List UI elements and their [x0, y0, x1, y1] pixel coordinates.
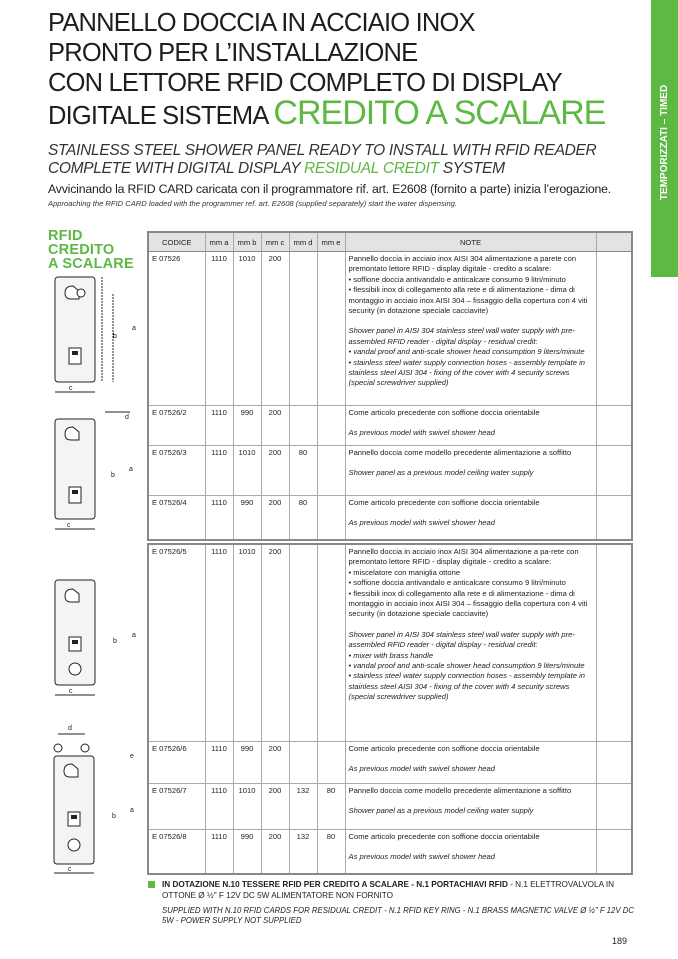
table-row	[149, 545, 631, 741]
cell-b: 1010	[233, 446, 261, 496]
note-it: Pannello doccia come modello precedente alimentazione a soffitto	[348, 785, 572, 795]
cell-c: 200	[261, 252, 289, 406]
cell-b: 990	[233, 829, 261, 873]
cell-c: 200	[261, 741, 289, 783]
dim-a-label-3: a	[132, 632, 136, 639]
table-row	[149, 496, 631, 540]
note-it: Come articolo precedente con soffione doccia orientabile	[348, 743, 540, 753]
product-table-1	[147, 231, 633, 541]
cell-e	[317, 406, 345, 446]
cell-a: 1110	[205, 252, 233, 406]
cell-note	[345, 496, 596, 540]
product-table-2	[147, 543, 633, 875]
cell-note	[345, 446, 596, 496]
cell-b: 990	[233, 406, 261, 446]
note-en: Shower panel in AISI 304 stainless steel wall water supply with pre-assembled RFID reader - digital display - residual credit: • mixer with brass handle • vandal proof and anti-scale shower head consumption 9 liters/minute • stainless steel water supply connection hoses - assembly template in stainless steel AISI 304 - fixing of the cover with 4 security screws (special screwdriver supplied)	[348, 629, 585, 702]
cell-a: 1110	[205, 406, 233, 446]
cell-b: 990	[233, 496, 261, 540]
cell-extra	[596, 829, 631, 873]
cell-c: 200	[261, 829, 289, 873]
cell-code: E 07526	[149, 252, 205, 406]
cell-e	[317, 446, 345, 496]
col-header-d: mm d	[289, 233, 317, 252]
cell-extra	[596, 545, 631, 741]
cell-a: 1110	[205, 741, 233, 783]
diagram-ceiling-mixer-panel	[40, 720, 145, 880]
note-en: As previous model with swivel shower head	[348, 518, 495, 528]
col-header-c: mm c	[261, 233, 289, 252]
note-it: Pannello doccia come modello precedente alimentazione a soffitto	[348, 448, 572, 457]
cell-d	[289, 406, 317, 446]
cell-note	[345, 406, 596, 446]
cell-code: E 07526/5	[149, 545, 205, 741]
cell-a: 1110	[205, 545, 233, 741]
subtitle-line-2-suffix: SYSTEM	[438, 160, 505, 177]
cell-code: E 07526/4	[149, 496, 205, 540]
cell-extra	[596, 741, 631, 783]
category-label	[48, 229, 134, 271]
note-it: Come articolo precedente con soffione doccia orientabile	[348, 831, 540, 841]
col-header-a: mm a	[205, 233, 233, 252]
col-header-note: NOTE	[345, 233, 596, 252]
table-row	[149, 446, 631, 496]
note-it: Pannello doccia in acciaio inox AISI 304 alimentazione a parete con premontato lettore RFID - display digitale - credito a scalare: • soffione doccia antivandalo e anticalcare consumo 9 litri/minuto • flessibili inox di collegamento alla rete e di alimentazione - dima di montaggio in acciaio inox AISI 304 – fissaggio della copertura con 4 viti security (in dotazione speciale cacciavite)	[348, 254, 588, 316]
cell-d: 80	[289, 446, 317, 496]
dim-c-label-3: c	[69, 688, 73, 695]
dim-a-label-4: a	[130, 807, 134, 814]
subtitle	[48, 142, 596, 178]
note-it: Come articolo precedente con soffione doccia orientabile	[348, 498, 540, 507]
table-row	[149, 741, 631, 783]
dim-b-label-4: b	[112, 813, 116, 820]
intro-text-en: Approaching the RFID CARD loaded with the programmer ref. art. E2608 (supplied separately) start the water dispensing.	[48, 199, 457, 208]
cell-c: 200	[261, 446, 289, 496]
title-line-3: CON LETTORE RFID COMPLETO DI DISPLAY	[48, 69, 562, 97]
col-header-code: CODICE	[149, 233, 205, 252]
note-it: Come articolo precedente con soffione doccia orientabile	[348, 408, 540, 417]
dim-b-label: b	[113, 333, 117, 340]
col-header-e: mm e	[317, 233, 345, 252]
dim-b-label-3: b	[113, 638, 117, 645]
cell-code: E 07526/7	[149, 783, 205, 829]
cell-e	[317, 545, 345, 741]
note-en: As previous model with swivel shower head	[348, 851, 495, 861]
dim-a-label: a	[132, 325, 136, 332]
cell-d: 132	[289, 829, 317, 873]
cell-d	[289, 741, 317, 783]
cell-note	[345, 252, 596, 406]
category-label-line-3: A SCALARE	[48, 256, 134, 272]
table-row	[149, 406, 631, 446]
cell-extra	[596, 252, 631, 406]
cell-b: 1010	[233, 545, 261, 741]
subtitle-line-1: STAINLESS STEEL SHOWER PANEL READY TO INSTALL WITH RFID READER	[48, 142, 597, 159]
title-line-4-prefix: DIGITALE SISTEMA	[48, 102, 274, 130]
cell-c: 200	[261, 406, 289, 446]
note-en: Shower panel as a previous model ceiling water supply	[348, 805, 534, 815]
col-header-b: mm b	[233, 233, 261, 252]
subtitle-line-2	[48, 160, 596, 178]
section-tab-label: TEMPORIZZATI – TIMED	[659, 84, 670, 200]
cell-code: E 07526/6	[149, 741, 205, 783]
col-header-extra	[596, 233, 631, 252]
table-row	[149, 783, 631, 829]
diagram-ceiling-panel	[45, 407, 145, 537]
cell-e	[317, 252, 345, 406]
dim-c-label-2: c	[67, 522, 71, 529]
cell-d: 80	[289, 496, 317, 540]
note-it: Pannello doccia in acciaio inox AISI 304 alimentazione a pa-rete con premontato lettore RFID - display digitale - credito a scalare: • miscelatore con maniglia ottone • soffione doccia antivandalo e anticalcare consumo 9 litri/minuto • flessibili inox di collegamento alla rete e di alimentazione - dima di montaggio in acciaio inox AISI 304 – fissaggio della copertura con 4 viti security (in dotazione speciale cacciavite)	[348, 547, 588, 619]
note-en: Shower panel in AISI 304 stainless steel wall water supply with pre-assembled RFID reader - digital display - residual credit: • vandal proof and anti-scale shower head consumption 9 liters/minute • stainless steel water supply connection hoses - assembly template in stainless steel AISI 304 - fixing of the cover with 4 security screws (special screwdriver supplied)	[348, 326, 585, 388]
dim-e-label: e	[130, 753, 134, 760]
cell-extra	[596, 446, 631, 496]
category-label-line-2: CREDITO	[48, 242, 115, 258]
title-line-2: PRONTO PER L’INSTALLAZIONE	[48, 39, 418, 67]
footer-note-it-rest: - N.1 ELETTROVALVOLA IN OTTONE Ø ½" F 12V DC 5W ALIMENTATORE NON FORNITO	[162, 880, 615, 900]
diagram-mixer-panel	[45, 575, 145, 705]
cell-a: 1110	[205, 446, 233, 496]
cell-c: 200	[261, 783, 289, 829]
cell-note	[345, 829, 596, 873]
cell-code: E 07526/8	[149, 829, 205, 873]
section-tab	[651, 0, 678, 277]
cell-note	[345, 545, 596, 741]
cell-d	[289, 545, 317, 741]
cell-b: 1010	[233, 252, 261, 406]
subtitle-highlight: RESIDUAL CREDIT	[304, 160, 439, 177]
footer-bullet	[148, 881, 155, 888]
table-row	[149, 829, 631, 873]
cell-b: 1010	[233, 783, 261, 829]
diagram-wall-panel	[45, 272, 145, 407]
cell-e: 80	[317, 829, 345, 873]
cell-note	[345, 783, 596, 829]
dim-c-label-4: c	[68, 866, 72, 873]
cell-note	[345, 741, 596, 783]
intro-text: Avvicinando la RFID CARD caricata con il programmatore rif. art. E2608 (fornito a parte) inizia l’erogazione.	[48, 182, 612, 196]
title-line-1: PANNELLO DOCCIA IN ACCIAIO INOX	[48, 9, 475, 37]
cell-d	[289, 252, 317, 406]
cell-a: 1110	[205, 496, 233, 540]
cell-code: E 07526/3	[149, 446, 205, 496]
dim-b-label-2: b	[111, 472, 115, 479]
note-en: Shower panel as a previous model ceiling water supply	[348, 468, 534, 478]
cell-a: 1110	[205, 783, 233, 829]
footer-note-it-bold: IN DOTAZIONE N.10 TESSERE RFID PER CREDITO A SCALARE - N.1 PORTACHIAVI RFID	[162, 880, 508, 889]
note-en: As previous model with swivel shower head	[348, 428, 495, 438]
cell-e	[317, 496, 345, 540]
cell-extra	[596, 496, 631, 540]
cell-code: E 07526/2	[149, 406, 205, 446]
page-number: 189	[612, 936, 628, 946]
category-label-line-1: RFID	[48, 228, 83, 244]
title-line-4	[48, 94, 606, 132]
cell-c: 200	[261, 545, 289, 741]
cell-b: 990	[233, 741, 261, 783]
title-highlight: CREDITO A SCALARE	[273, 94, 606, 132]
cell-extra	[596, 783, 631, 829]
note-en: As previous model with swivel shower head	[348, 763, 495, 773]
cell-a: 1110	[205, 829, 233, 873]
table-row	[149, 252, 631, 406]
cell-c: 200	[261, 496, 289, 540]
cell-e	[317, 741, 345, 783]
dim-d-label: d	[125, 414, 129, 421]
subtitle-line-2-prefix: COMPLETE WITH DIGITAL DISPLAY	[48, 160, 304, 177]
cell-d: 132	[289, 783, 317, 829]
page-title	[48, 8, 605, 131]
dim-a-label-2: a	[129, 466, 133, 473]
footer-note-it	[162, 879, 637, 901]
dim-c-label: c	[69, 385, 73, 392]
dim-d-label-2: d	[68, 725, 72, 732]
footer-note-en: SUPPLIED WITH N.10 RFID CARDS FOR RESIDUAL CREDIT - N.1 RFID KEY RING - N.1 BRASS MAGNETIC VALVE Ø ½" F 12V DC 5W - POWER SUPPLY NOT SUPPLIED	[162, 906, 634, 925]
cell-extra	[596, 406, 631, 446]
cell-e: 80	[317, 783, 345, 829]
